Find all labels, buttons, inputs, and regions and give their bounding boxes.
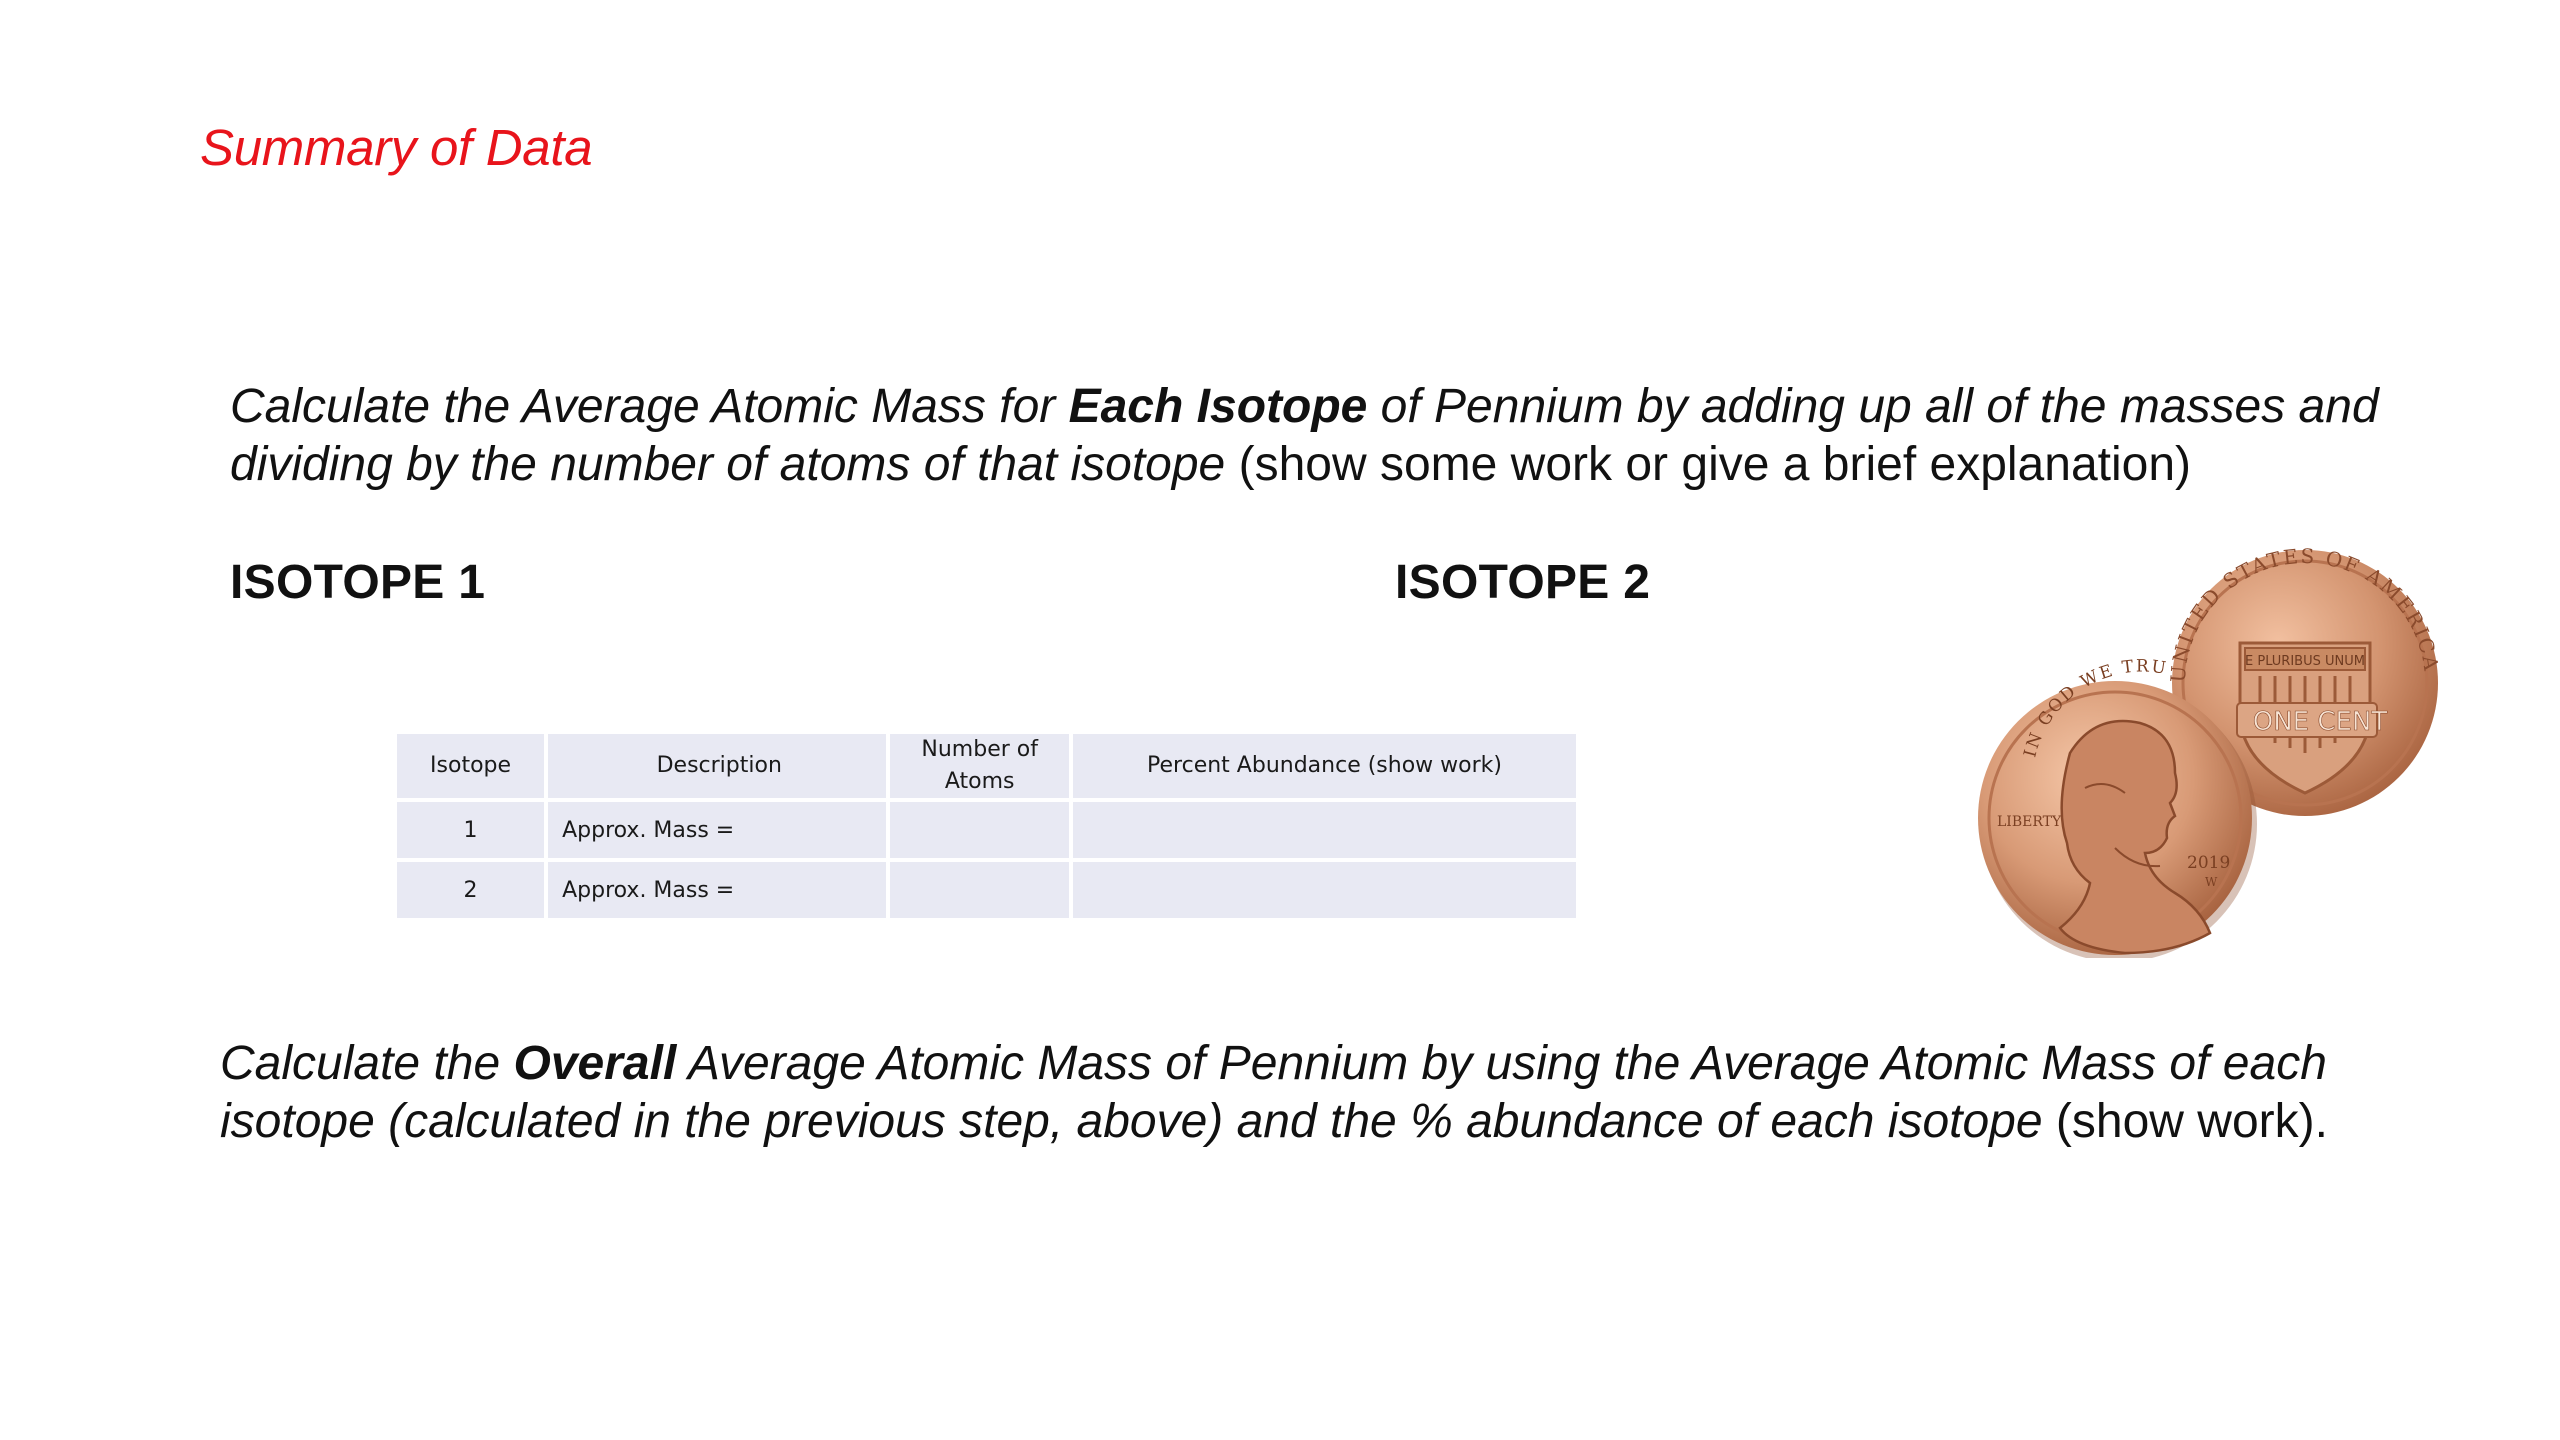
coin-back-motto: E PLURIBUS UNUM — [2245, 654, 2365, 669]
isotope-1-heading: ISOTOPE 1 — [230, 556, 486, 609]
instruction-isotope-average — [230, 378, 2480, 494]
instruction-text-part2: of Pennium by adding up all of the masses and dividing by the number of atoms of that isotope — [230, 380, 2379, 491]
instruction-note: (show some work or give a brief explanation) — [1225, 438, 2192, 491]
pennies-image — [1975, 548, 2445, 958]
cell-isotope: 2 — [397, 862, 544, 918]
cell-description[interactable]: Approx. Mass = — [548, 802, 886, 858]
cell-isotope: 1 — [397, 802, 544, 858]
isotope-data-table — [393, 730, 1580, 922]
coin-front-year: 2019 — [2187, 853, 2231, 873]
coin-back-value: ONE CENT — [2252, 707, 2388, 737]
coin-front-motto: IN GOD WE TRU — [2020, 656, 2170, 760]
isotope-2-heading: ISOTOPE 2 — [1395, 556, 1651, 609]
instruction-emphasis: Each Isotope — [1068, 380, 1368, 433]
instruction-note: (show work). — [2042, 1095, 2328, 1148]
coin-front-liberty: LIBERTY — [1997, 814, 2062, 830]
coin-front-mint: W — [2205, 875, 2218, 889]
cell-percent-abundance[interactable] — [1073, 862, 1576, 918]
header-number-of-atoms: Number of Atoms — [890, 734, 1069, 798]
instruction-text-part1: Calculate the — [220, 1037, 514, 1090]
cell-percent-abundance[interactable] — [1073, 802, 1576, 858]
header-isotope: Isotope — [397, 734, 544, 798]
instruction-emphasis: Overall — [513, 1037, 677, 1090]
table-row — [397, 802, 1576, 858]
header-description: Description — [548, 734, 886, 798]
instruction-text-part2: Average Atomic Mass of Pennium by using the Average Atomic Mass of each isotope (calculated in the previous step, above) and the % abundance of each isotope — [220, 1037, 2327, 1148]
cell-number-of-atoms[interactable] — [890, 862, 1069, 918]
table-header-row — [397, 734, 1576, 798]
instruction-text-part1: Calculate the Average Atomic Mass for — [230, 380, 1069, 433]
table-row — [397, 862, 1576, 918]
cell-description[interactable]: Approx. Mass = — [548, 862, 886, 918]
pennies-illustration — [1975, 548, 2445, 958]
header-percent-abundance: Percent Abundance (show work) — [1073, 734, 1576, 798]
coin-back-legend: UNITED STATES OF AMERICA — [2165, 548, 2444, 684]
instruction-overall-average — [220, 1035, 2470, 1151]
page-title: Summary of Data — [200, 119, 593, 176]
cell-number-of-atoms[interactable] — [890, 802, 1069, 858]
